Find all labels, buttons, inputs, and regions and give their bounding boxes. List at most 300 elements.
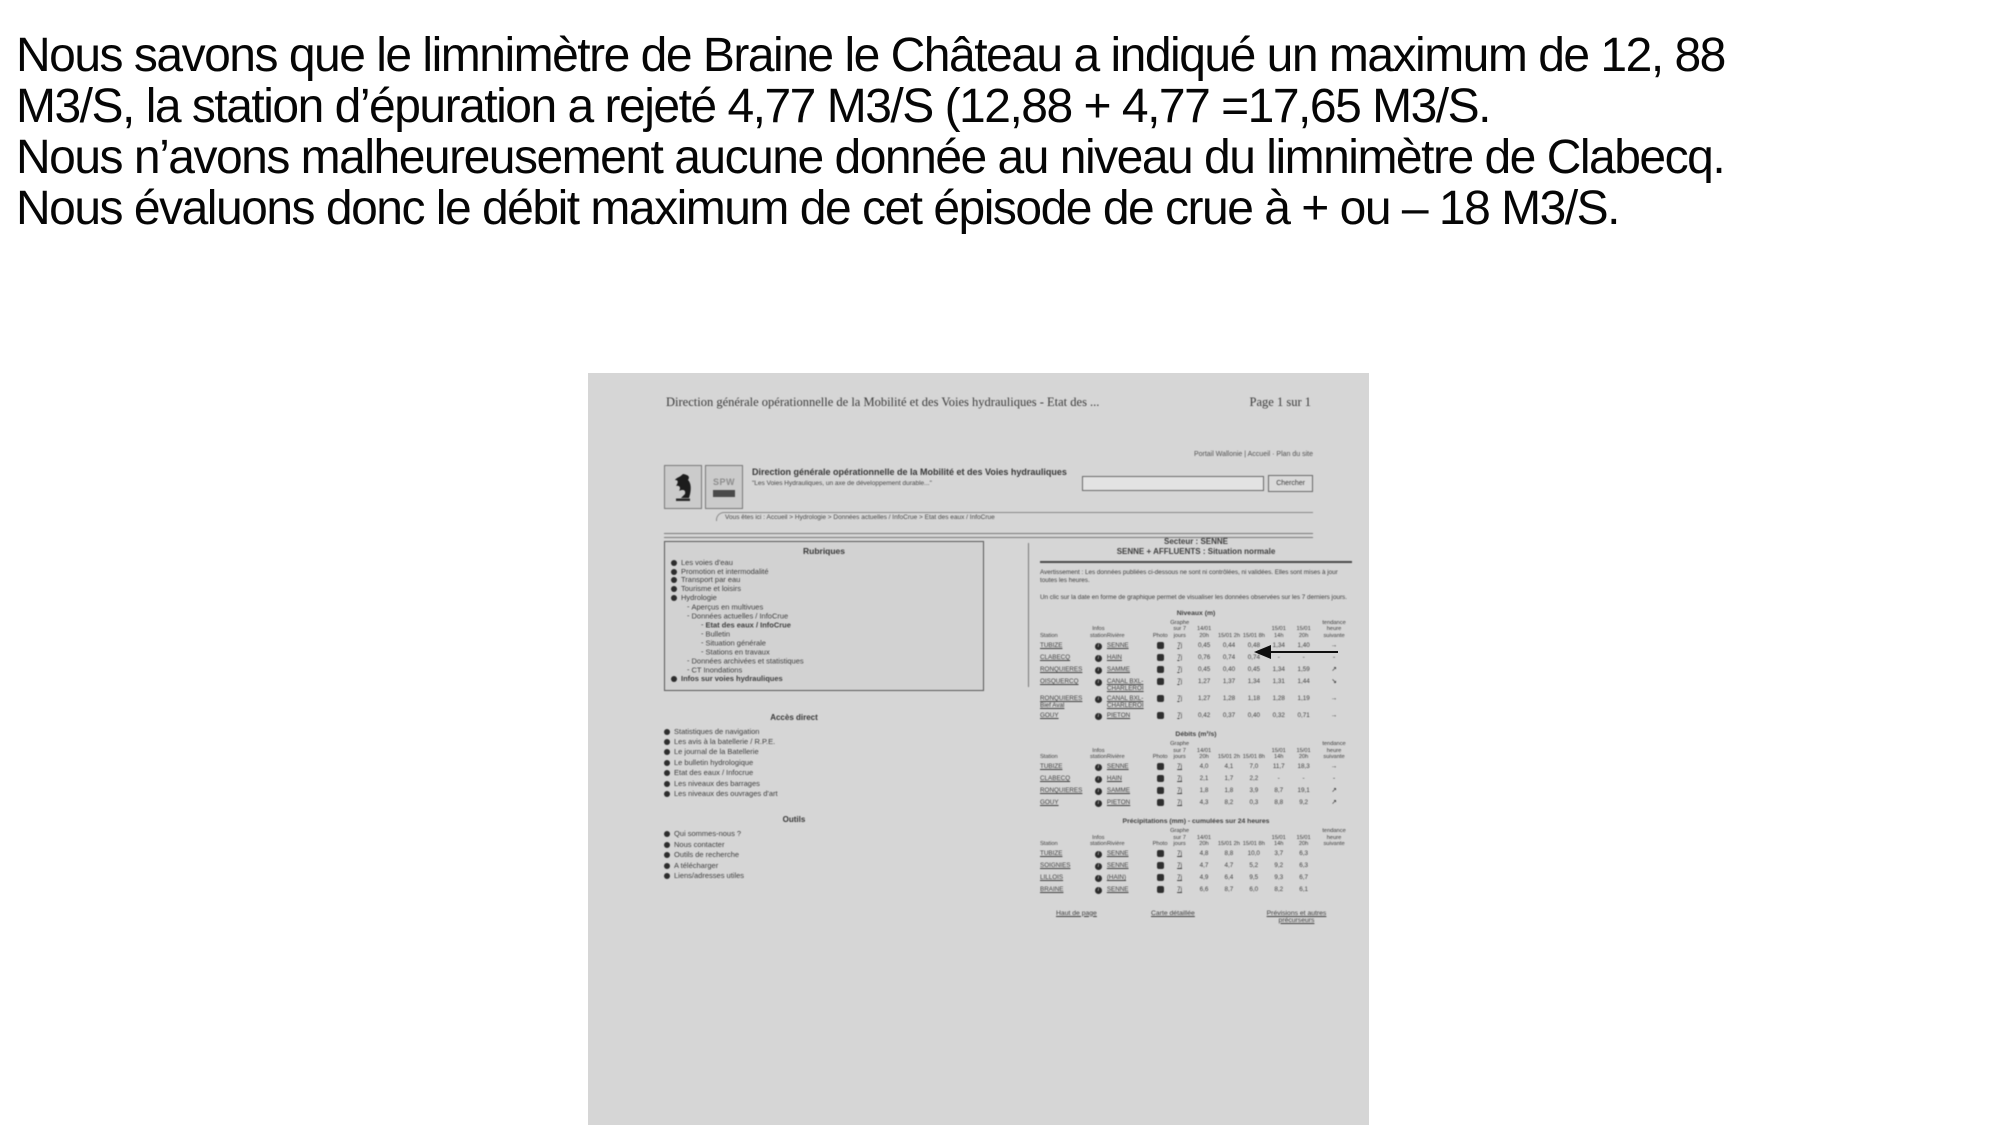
info-icon[interactable] — [1095, 851, 1102, 858]
sidebar-menu — [671, 559, 977, 684]
col-riviere: Rivière — [1106, 754, 1125, 761]
value-cell: 0,3 — [1249, 798, 1259, 806]
sidebar-item-label: Tourisme et loisirs — [681, 584, 742, 594]
bullet-icon — [664, 873, 670, 879]
graph-7days-link[interactable]: 7j — [1177, 786, 1183, 794]
value-cell: 1,37 — [1222, 677, 1236, 685]
bullet-icon — [664, 842, 670, 848]
bullet-icon — [671, 577, 677, 583]
col-graphe: Graphe sur 7 jours — [1170, 741, 1190, 761]
col-date: 15/01 2h — [1217, 841, 1240, 848]
station-link[interactable]: TUBIZE — [1040, 850, 1063, 858]
col-date: 14/01 20h — [1197, 626, 1212, 639]
direct-access-item[interactable] — [664, 779, 984, 789]
photo-icon[interactable] — [1157, 642, 1164, 649]
col-date: 15/01 14h — [1271, 626, 1286, 639]
photo-icon[interactable] — [1157, 654, 1164, 661]
value-cell: 4,3 — [1199, 798, 1209, 806]
photo-icon[interactable] — [1157, 862, 1164, 869]
direct-access-label: Les avis à la batellerie / R.P.E. — [674, 737, 776, 746]
station-link[interactable]: GOUY — [1040, 711, 1059, 719]
value-cell: 18,3 — [1297, 762, 1310, 770]
search-button[interactable]: Chercher — [1268, 475, 1313, 492]
col-photo: Photo — [1152, 632, 1168, 639]
trend-arrow — [1316, 873, 1352, 885]
sector-line-1: Secteur : SENNE — [1163, 537, 1229, 546]
col-trend: tendance heure suivante — [1322, 741, 1346, 761]
station-link[interactable]: TUBIZE — [1040, 762, 1063, 770]
value-cell: 8,7 — [1224, 886, 1234, 894]
value-cell: 3,7 — [1274, 850, 1284, 858]
slide-text-line-4: Nous évaluons donc le débit maximum de cet épisode de crue à + ou – 18 M3/S. — [16, 182, 1620, 235]
embedded-screenshot — [588, 373, 1369, 1125]
value-cell: 1,31 — [1272, 677, 1285, 685]
sidebar-menu-item[interactable] — [671, 675, 977, 684]
bullet-icon — [687, 603, 690, 612]
tools-label: Liens/adresses utiles — [674, 871, 745, 881]
value-cell: 6,1 — [1299, 886, 1308, 894]
bullet-icon — [664, 791, 670, 797]
graph-7days-link[interactable]: 7j — [1177, 886, 1182, 894]
station-link[interactable]: RONQUIERES — [1040, 786, 1083, 794]
value-cell: 9,2 — [1274, 862, 1284, 870]
river-link[interactable]: SENNE — [1106, 641, 1129, 649]
station-row — [1040, 885, 1352, 897]
value-cell: 6,6 — [1199, 886, 1209, 894]
value-cell: 1,27 — [1198, 677, 1211, 685]
col-infos: Infos station — [1090, 747, 1107, 761]
value-cell: 0,42 — [1198, 711, 1211, 719]
info-icon[interactable] — [1095, 875, 1102, 882]
sidebar-item-label: Données archivées et statistiques — [691, 656, 804, 666]
sidebar-item-label: Transport par eau — [681, 575, 741, 585]
flows-table — [1040, 740, 1352, 809]
bullet-icon — [664, 781, 670, 787]
tools-item[interactable] — [664, 850, 984, 860]
value-cell: 4,9 — [1199, 874, 1209, 882]
value-cell: 6,7 — [1299, 874, 1308, 882]
station-link[interactable]: GOUY — [1040, 798, 1059, 806]
bullet-icon — [664, 831, 670, 837]
bullet-icon — [671, 560, 677, 566]
value-cell: 0,40 — [1222, 665, 1236, 673]
value-cell: 1,34 — [1272, 641, 1285, 649]
col-station: Station — [1040, 632, 1058, 639]
value-cell: 0,44 — [1222, 641, 1236, 649]
graph-7days-link[interactable]: 7j — [1177, 694, 1183, 702]
col-riviere: Rivière — [1106, 841, 1125, 848]
station-link[interactable]: RONQUIERES — [1040, 665, 1083, 673]
graph-7days-link[interactable]: 7j — [1177, 711, 1183, 719]
photo-icon[interactable] — [1157, 666, 1164, 673]
table-header-row — [1040, 827, 1352, 848]
value-cell: - — [1302, 653, 1305, 661]
station-link[interactable]: TUBIZE — [1040, 641, 1063, 649]
sidebar-item-label: Promotion et intermodalité — [681, 566, 769, 576]
station-row — [1040, 676, 1352, 693]
direct-access-item[interactable] — [664, 758, 984, 768]
photo-icon[interactable] — [1157, 763, 1164, 770]
photo-icon[interactable] — [1157, 712, 1164, 719]
river-link[interactable]: SAMME — [1106, 786, 1130, 794]
value-cell: 1,34 — [1272, 665, 1285, 673]
graph-7days-link[interactable]: 7j — [1177, 641, 1183, 649]
info-icon[interactable] — [1095, 643, 1102, 650]
bullet-icon — [671, 586, 677, 592]
spw-logo[interactable] — [705, 465, 743, 509]
slide-text-line-1: Nous savons que le limnimètre de Braine le Château a indiqué un maximum de 12, 88 — [16, 29, 1725, 82]
river-link[interactable]: SENNE — [1106, 850, 1129, 858]
value-cell: 2,1 — [1199, 774, 1209, 782]
direct-access-label: Etat des eaux / Infocrue — [674, 768, 754, 778]
value-cell: 6,3 — [1299, 850, 1308, 858]
sidebar-item-label: CT Inondations — [691, 665, 743, 675]
rain-table — [1040, 827, 1352, 896]
photo-icon[interactable] — [1157, 850, 1164, 857]
trend-arrow — [1316, 849, 1352, 861]
col-date: 15/01 8h — [1242, 632, 1265, 639]
sidebar-title: Rubriques — [802, 546, 846, 556]
sidebar-item-label: Aperçus en multivues — [691, 601, 764, 611]
value-cell: 6,4 — [1224, 874, 1234, 882]
graph-7days-link[interactable]: 7j — [1177, 665, 1183, 673]
bullet-icon — [671, 595, 677, 601]
value-cell: 0,37 — [1222, 711, 1236, 719]
bullet-icon — [664, 749, 670, 755]
station-row — [1040, 873, 1352, 885]
footer-links — [1040, 910, 1352, 924]
direct-access-label: Statistiques de navigation — [674, 726, 760, 736]
value-cell: 8,7 — [1274, 786, 1284, 794]
main-content — [1040, 537, 1352, 924]
site-title: Direction générale opérationnelle de la Mobilité et des Voies hydrauliques — [752, 467, 1067, 477]
photo-icon[interactable] — [1157, 775, 1164, 782]
warning-text: Avertissement : Les données publiées ci-dessous ne sont ni contrôlées, ni validées. Elles sont mises à jour toutes les heures. — [1040, 569, 1338, 584]
info-icon[interactable] — [1095, 696, 1102, 703]
sidebar-item-label: Les voies d'eau — [681, 558, 733, 567]
value-cell: - — [1277, 774, 1280, 782]
river-link[interactable]: HAIN — [1106, 653, 1122, 661]
value-cell: 0,71 — [1297, 711, 1310, 719]
col-graphe: Graphe sur 7 jours — [1170, 828, 1190, 848]
bullet-icon — [664, 760, 670, 766]
info-icon[interactable] — [1095, 776, 1102, 783]
photo-icon[interactable] — [1157, 787, 1164, 794]
hint-text: Un clic sur la date en forme de graphique permet de visualiser les données observées sur les 7 derniers jours. — [1040, 594, 1347, 601]
direct-access-title: Accès direct — [770, 712, 818, 722]
tools-item[interactable] — [664, 840, 984, 850]
graph-7days-link[interactable]: 7j — [1177, 862, 1182, 870]
direct-access-label: Les niveaux des ouvrages d'art — [674, 789, 778, 799]
col-infos: Infos station — [1089, 834, 1107, 848]
footer-link[interactable]: Prévisions et autres précurseurs — [1266, 909, 1327, 924]
tools-label: Qui sommes-nous ? — [674, 829, 742, 839]
station-link[interactable]: LILLOIS — [1040, 874, 1064, 882]
direct-access-item[interactable] — [664, 789, 984, 799]
tools-label: Outils de recherche — [674, 850, 740, 860]
info-icon[interactable] — [1095, 679, 1102, 686]
value-cell: 0,45 — [1247, 665, 1261, 673]
value-cell: 0,40 — [1247, 711, 1261, 719]
info-icon[interactable] — [1095, 655, 1102, 662]
col-date: 15/01 8h — [1242, 754, 1265, 761]
trend-arrow: ↗ — [1331, 798, 1337, 806]
sidebar — [664, 541, 984, 881]
value-cell: 0,45 — [1198, 665, 1211, 673]
bullet-icon — [671, 676, 677, 682]
river-link[interactable]: SENNE — [1106, 862, 1129, 870]
value-cell: 8,8 — [1274, 798, 1284, 806]
col-date: 15/01 2h — [1217, 632, 1241, 639]
graph-7days-link[interactable]: 7j — [1177, 653, 1183, 661]
river-link[interactable]: HAIN — [1106, 774, 1122, 782]
trend-arrow: - — [1332, 653, 1336, 661]
search-input[interactable] — [1082, 476, 1264, 491]
col-date: 15/01 20h — [1296, 747, 1311, 761]
tools-label: Nous contacter — [674, 839, 725, 849]
col-date: 15/01 8h — [1242, 841, 1265, 848]
sidebar-menu-item[interactable] — [701, 621, 977, 630]
river-link[interactable]: SAMME — [1106, 665, 1130, 673]
value-cell: 4,8 — [1199, 850, 1209, 858]
station-link[interactable]: SOIGNIES — [1040, 862, 1071, 870]
trend-arrow: ↗ — [1331, 786, 1337, 794]
col-date: 14/01 20h — [1196, 747, 1212, 761]
station-link[interactable]: CLABECQ — [1040, 774, 1071, 782]
sidebar-item-label: Situation générale — [705, 638, 766, 648]
river-link[interactable]: SENNE — [1106, 886, 1129, 894]
direct-access-item[interactable] — [664, 747, 984, 757]
bullet-icon — [687, 612, 690, 621]
graph-7days-link[interactable]: 7j — [1177, 677, 1183, 685]
sidebar-item-label: Stations en travaux — [705, 647, 770, 657]
footer-link[interactable]: Haut de page — [1056, 909, 1097, 917]
logo-group — [664, 465, 743, 509]
river-link[interactable]: CANAL BXL-CHARLEROI — [1106, 677, 1144, 692]
station-row — [1040, 797, 1352, 809]
value-cell: 0,32 — [1272, 711, 1285, 719]
info-icon[interactable] — [1095, 863, 1102, 870]
trend-arrow: → — [1330, 762, 1338, 770]
sector-header — [1040, 537, 1352, 563]
photo-icon[interactable] — [1157, 799, 1164, 806]
value-cell: 9,2 — [1299, 798, 1308, 806]
scanned-webpage — [588, 373, 1369, 1125]
bullet-icon — [701, 621, 704, 630]
value-cell: 1,34 — [1247, 677, 1261, 685]
flows-table-title: Débits (m³/s) — [1175, 731, 1217, 739]
trend-arrow: → — [1330, 641, 1338, 649]
col-date: 14/01 20h — [1196, 834, 1212, 848]
direct-access-list — [664, 727, 984, 800]
river-link[interactable]: SENNE — [1106, 762, 1129, 770]
col-infos: Infos station — [1090, 626, 1107, 639]
direct-access-label: Le bulletin hydrologique — [674, 757, 754, 767]
breadcrumb[interactable]: Vous êtes ici : Accueil > Hydrologie > Données actuelles / InfoCrue > Etat des eaux / InfoCrue — [716, 512, 1313, 521]
value-cell: 8,8 — [1224, 850, 1234, 858]
sidebar-item-label: Etat des eaux / InfoCrue — [705, 619, 791, 629]
sidebar-menu-item[interactable] — [671, 585, 977, 594]
trend-arrow: - — [1332, 774, 1336, 782]
sidebar-item-label: Données actuelles / InfoCrue — [691, 610, 789, 620]
col-station: Station — [1040, 754, 1058, 761]
station-row — [1040, 664, 1352, 676]
value-cell: 6,3 — [1299, 862, 1308, 870]
value-cell: 10,0 — [1247, 850, 1260, 858]
tools-item[interactable] — [664, 829, 984, 839]
value-cell: 8,2 — [1224, 798, 1234, 806]
slide-text-line-2: M3/S, la station d’épuration a rejeté 4,77 M3/S (12,88 + 4,77 =17,65 M3/S. — [16, 80, 1490, 133]
graph-7days-link[interactable]: 7j — [1177, 774, 1183, 782]
value-cell: 1,19 — [1297, 694, 1310, 702]
bullet-icon — [664, 852, 670, 858]
station-row — [1040, 693, 1352, 710]
col-station: Station — [1040, 841, 1058, 848]
station-row — [1040, 761, 1352, 773]
station-row — [1040, 773, 1352, 785]
tools-item[interactable] — [664, 871, 984, 881]
table-header-row — [1040, 619, 1352, 640]
direct-access-label: Le journal de la Batellerie — [674, 747, 759, 757]
tools-item[interactable] — [664, 861, 984, 871]
station-link[interactable]: BRAINE — [1040, 886, 1064, 894]
value-cell: 6,0 — [1249, 886, 1259, 894]
graph-7days-link[interactable]: 7j — [1177, 798, 1183, 806]
value-cell: 0,45 — [1198, 641, 1211, 649]
col-date: 15/01 14h — [1271, 834, 1286, 848]
levels-table — [1040, 619, 1352, 722]
value-cell: - — [1277, 653, 1280, 661]
print-title: Direction générale opérationnelle de la Mobilité et des Voies hydrauliques - Etat des ... — [666, 395, 1100, 409]
value-cell: 1,8 — [1199, 786, 1209, 794]
tools-title: Outils — [782, 815, 806, 825]
value-cell: 9,5 — [1249, 874, 1259, 882]
station-row — [1040, 785, 1352, 797]
river-link[interactable]: PIETON — [1106, 711, 1131, 719]
photo-icon[interactable] — [1157, 695, 1164, 702]
rooster-icon — [670, 472, 696, 502]
tools-label: A télécharger — [674, 860, 719, 870]
bullet-icon — [664, 770, 670, 776]
river-link[interactable]: CANAL BXL-CHARLEROI — [1106, 694, 1144, 709]
info-icon[interactable] — [1095, 788, 1102, 795]
river-link[interactable]: (HAIN) — [1106, 874, 1127, 882]
value-cell: 1,28 — [1272, 694, 1285, 702]
portal-links[interactable]: Portail Wallonie | Accueil · Plan du site — [1193, 451, 1313, 458]
bullet-icon — [664, 863, 670, 869]
station-row — [1040, 861, 1352, 873]
direct-access-item[interactable] — [664, 727, 984, 737]
value-cell: 0,74 — [1247, 653, 1261, 661]
site-tagline: "Les Voies Hydrauliques, un axe de développement durable..." — [752, 479, 932, 487]
trend-arrow — [1316, 861, 1352, 873]
sidebar-item-label: Hydrologie — [681, 592, 717, 602]
col-graphe: Graphe sur 7 jours — [1170, 620, 1190, 639]
value-cell: 4,0 — [1199, 762, 1209, 770]
graph-7days-link[interactable]: 7j — [1177, 850, 1182, 858]
station-link[interactable]: OISQUERCQ — [1040, 677, 1079, 685]
value-cell: - — [1302, 774, 1305, 782]
spw-logo-text: SPW — [712, 477, 735, 487]
annotation-arrow-clabecq — [1254, 645, 1338, 659]
value-cell: 7,0 — [1249, 762, 1259, 770]
slide-text-line-3: Nous n’avons malheureusement aucune donnée au niveau du limnimètre de Clabecq. — [16, 131, 1725, 184]
value-cell: 1,44 — [1297, 677, 1310, 685]
col-photo: Photo — [1152, 754, 1168, 761]
col-date: 15/01 20h — [1296, 834, 1311, 848]
col-date: 15/01 14h — [1271, 747, 1286, 761]
value-cell: 1,40 — [1297, 641, 1310, 649]
value-cell: 1,18 — [1247, 694, 1261, 702]
rain-table-title: Précipitations (mm) - cumulées sur 24 heures — [1122, 818, 1270, 826]
direct-access-item[interactable] — [664, 768, 984, 778]
graph-7days-link[interactable]: 7j — [1177, 762, 1183, 770]
levels-table-title: Niveaux (m) — [1176, 610, 1216, 617]
value-cell: 1,27 — [1198, 694, 1211, 702]
col-riviere: Rivière — [1106, 632, 1125, 639]
col-date: 15/01 2h — [1217, 754, 1240, 761]
direct-access-item[interactable] — [664, 737, 984, 747]
value-cell: 1,59 — [1297, 665, 1310, 673]
trend-arrow — [1316, 885, 1352, 897]
trend-arrow: ↘ — [1331, 677, 1337, 685]
station-row — [1040, 710, 1352, 722]
trend-arrow: ↗ — [1331, 665, 1337, 673]
site-banner — [752, 467, 1087, 487]
print-page-number: Page 1 sur 1 — [1249, 395, 1311, 409]
col-photo: Photo — [1152, 841, 1168, 848]
site-header — [664, 451, 1313, 531]
slide-paragraph — [16, 30, 1994, 234]
value-cell: 4,1 — [1224, 762, 1234, 770]
value-cell: 3,9 — [1249, 786, 1259, 794]
value-cell: 0,76 — [1198, 653, 1211, 661]
info-icon[interactable] — [1095, 764, 1102, 771]
value-cell: 1,7 — [1224, 774, 1234, 782]
value-cell: 0,48 — [1247, 641, 1261, 649]
col-date: 15/01 20h — [1296, 626, 1311, 639]
value-cell: 1,28 — [1222, 694, 1236, 702]
value-cell: 19,1 — [1297, 786, 1310, 794]
photo-icon[interactable] — [1157, 874, 1164, 881]
table-header-row — [1040, 740, 1352, 761]
station-link[interactable]: RONQUIERES Bief Aval — [1040, 694, 1083, 709]
sector-line-2: SENNE + AFFLUENTS : Situation normale — [1116, 547, 1276, 556]
footer-link[interactable]: Carte détaillée — [1151, 909, 1195, 917]
col-trend: tendance heure suivante — [1322, 620, 1346, 639]
print-header — [666, 395, 1311, 410]
info-icon[interactable] — [1095, 713, 1102, 720]
river-link[interactable]: PIETON — [1106, 798, 1131, 806]
sidebar-item-label: Infos sur voies hydrauliques — [681, 673, 783, 683]
value-cell: 1,8 — [1224, 786, 1234, 794]
col-trend: tendance heure suivante — [1322, 828, 1346, 848]
value-cell: 5,2 — [1249, 862, 1259, 870]
photo-icon[interactable] — [1157, 886, 1164, 893]
info-icon[interactable] — [1095, 667, 1102, 674]
station-link[interactable]: CLABECQ — [1040, 653, 1071, 661]
value-cell: 0,74 — [1222, 653, 1236, 661]
sidebar-rubriques-box — [664, 541, 984, 691]
wallonia-rooster-logo[interactable] — [664, 465, 702, 509]
bullet-icon — [664, 739, 670, 745]
info-icon[interactable] — [1095, 887, 1102, 894]
value-cell: 9,3 — [1274, 874, 1284, 882]
station-row — [1040, 849, 1352, 861]
graph-7days-link[interactable]: 7j — [1177, 874, 1182, 882]
info-icon[interactable] — [1095, 800, 1102, 807]
photo-icon[interactable] — [1157, 678, 1164, 685]
